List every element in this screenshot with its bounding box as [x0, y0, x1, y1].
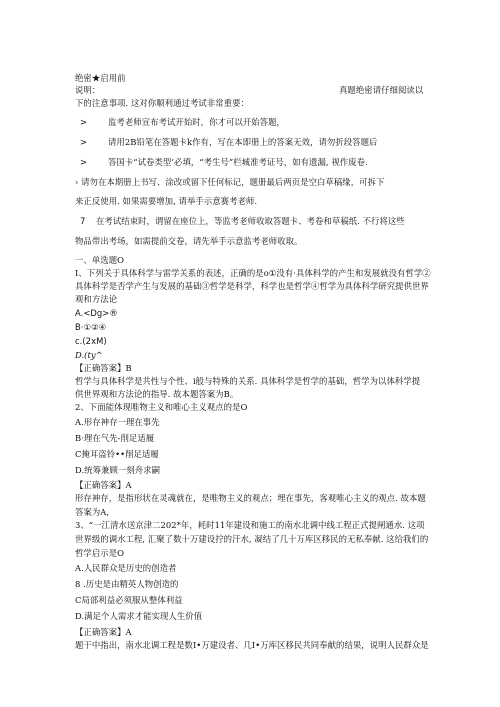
- notice-line: › 请勿在本期册上书写、涂改或留下任何标记，题册最后两页是空白草稿缘，可拆下: [75, 177, 385, 187]
- answer-explanation: 题干中指出，南水北调工程是数I•万建设者、几I•万库区移民共同奉献的结果，说明人民群众是: [75, 640, 429, 650]
- answer-explanation: 形存神存，是指形状在灵魂就在，是唯物主义的观点；埋在事先，客观唯心主义的观点. 故本题: [75, 493, 426, 503]
- notice-item-bullet: >: [80, 117, 88, 127]
- answer-label: 【正确答案】A: [75, 627, 132, 637]
- notice-item-text: 请用2B铅笔在答题卡k作有，写在本即册上的答案无效，请勿折段答题后: [108, 137, 378, 147]
- question-stem: 具体科学是否学产生与发展的基础③哲学是科学，科学也是哲学④哲学为具体科学研究提供世界: [75, 281, 429, 291]
- notice-item-bullet: >: [80, 157, 88, 167]
- answer-label: 【正确答案】B: [75, 363, 132, 373]
- notice-line: 下的注意事项. 这对你顺利通过考试非常重要：: [75, 98, 249, 108]
- page-title: 绝密★启用前: [75, 73, 126, 83]
- notice-item-bullet: >: [80, 137, 88, 147]
- option-d: D.统筹兼顾一刻舟求嗣: [75, 465, 161, 475]
- option-a: A.<Dg>®: [75, 308, 118, 318]
- answer-explanation: 供世界观和方法论的指导. 故本题答案为B。: [75, 389, 239, 399]
- notice-item-text: 在考试结束时，谓留在座位上，等监考老师收取答题卡、考卷和草稿纸. 不行将这些: [96, 216, 405, 226]
- answer-explanation: 答案为A,: [75, 507, 110, 517]
- question-stem: I、下列关于具体科学与雷学关系的表述，正确的是o①没有·具体科学的产生和发展就没有哲学②: [75, 268, 431, 278]
- option-c: C掩耳盗铃••削足适履: [75, 449, 159, 459]
- question-stem: 世界级的调水工程, 汇聚了数十万建设拧的汗水, 凝结了几十万库区移民的无私奉献. 这给我们的: [75, 534, 429, 544]
- option-a: A.形存神存一理在事先: [75, 417, 160, 427]
- question-stem: 观和方法论: [75, 294, 118, 304]
- notice-item-text: 监考老师宣布考试开始时，你才可以开始答题，: [108, 117, 285, 127]
- option-b: B·理在气先-削足适履: [75, 433, 155, 443]
- notice-item-text: 答国卡“试卷类型’必填，“考生号”栏城准考证号，如有遗漏, 视作废卷.: [108, 157, 368, 167]
- question-stem: 2、下面能体现唯物主义和唯心主义观点的是O: [75, 402, 248, 412]
- option-c: C局部利益必须服从整体利益: [75, 595, 183, 605]
- option-b: B·①②④: [75, 322, 107, 332]
- question-stem: 3、“一江清水送京津二202*年，耗时11年建设和施工的南水北调中线工程正式提闸通水. 这项: [75, 520, 425, 530]
- notice-label: 说明：: [75, 85, 101, 95]
- question-stem: 哲学启示是O: [75, 548, 125, 558]
- notice-line: 来正反使用. 如果需要增加, 请举手示意赛考老师.: [75, 196, 258, 206]
- notice-line: 物品带出考场，如需提前交卷，请先举手示意监考老师收取。: [75, 236, 303, 246]
- option-b: 8 .历史是由精英人物创造的: [75, 579, 179, 589]
- answer-explanation: 哲学与具体科学是共性与个性、i般与特殊的关系. 具体科学是哲学的基础，哲学为以体科学提: [75, 376, 421, 386]
- option-c: c.(2xM): [75, 336, 107, 346]
- section-title: 一、单选题O: [75, 255, 125, 265]
- answer-label: 【正确答案】A: [75, 480, 132, 490]
- option-a: A.人民群众是历史的创造者: [75, 563, 177, 573]
- notice-right-note: 真题绝密请仔细阅读以: [339, 85, 424, 95]
- option-d: D.(ty^: [75, 350, 103, 360]
- notice-item-number: 7: [80, 216, 86, 226]
- option-d: D.满足个人需求才能实现人生价值: [75, 611, 203, 621]
